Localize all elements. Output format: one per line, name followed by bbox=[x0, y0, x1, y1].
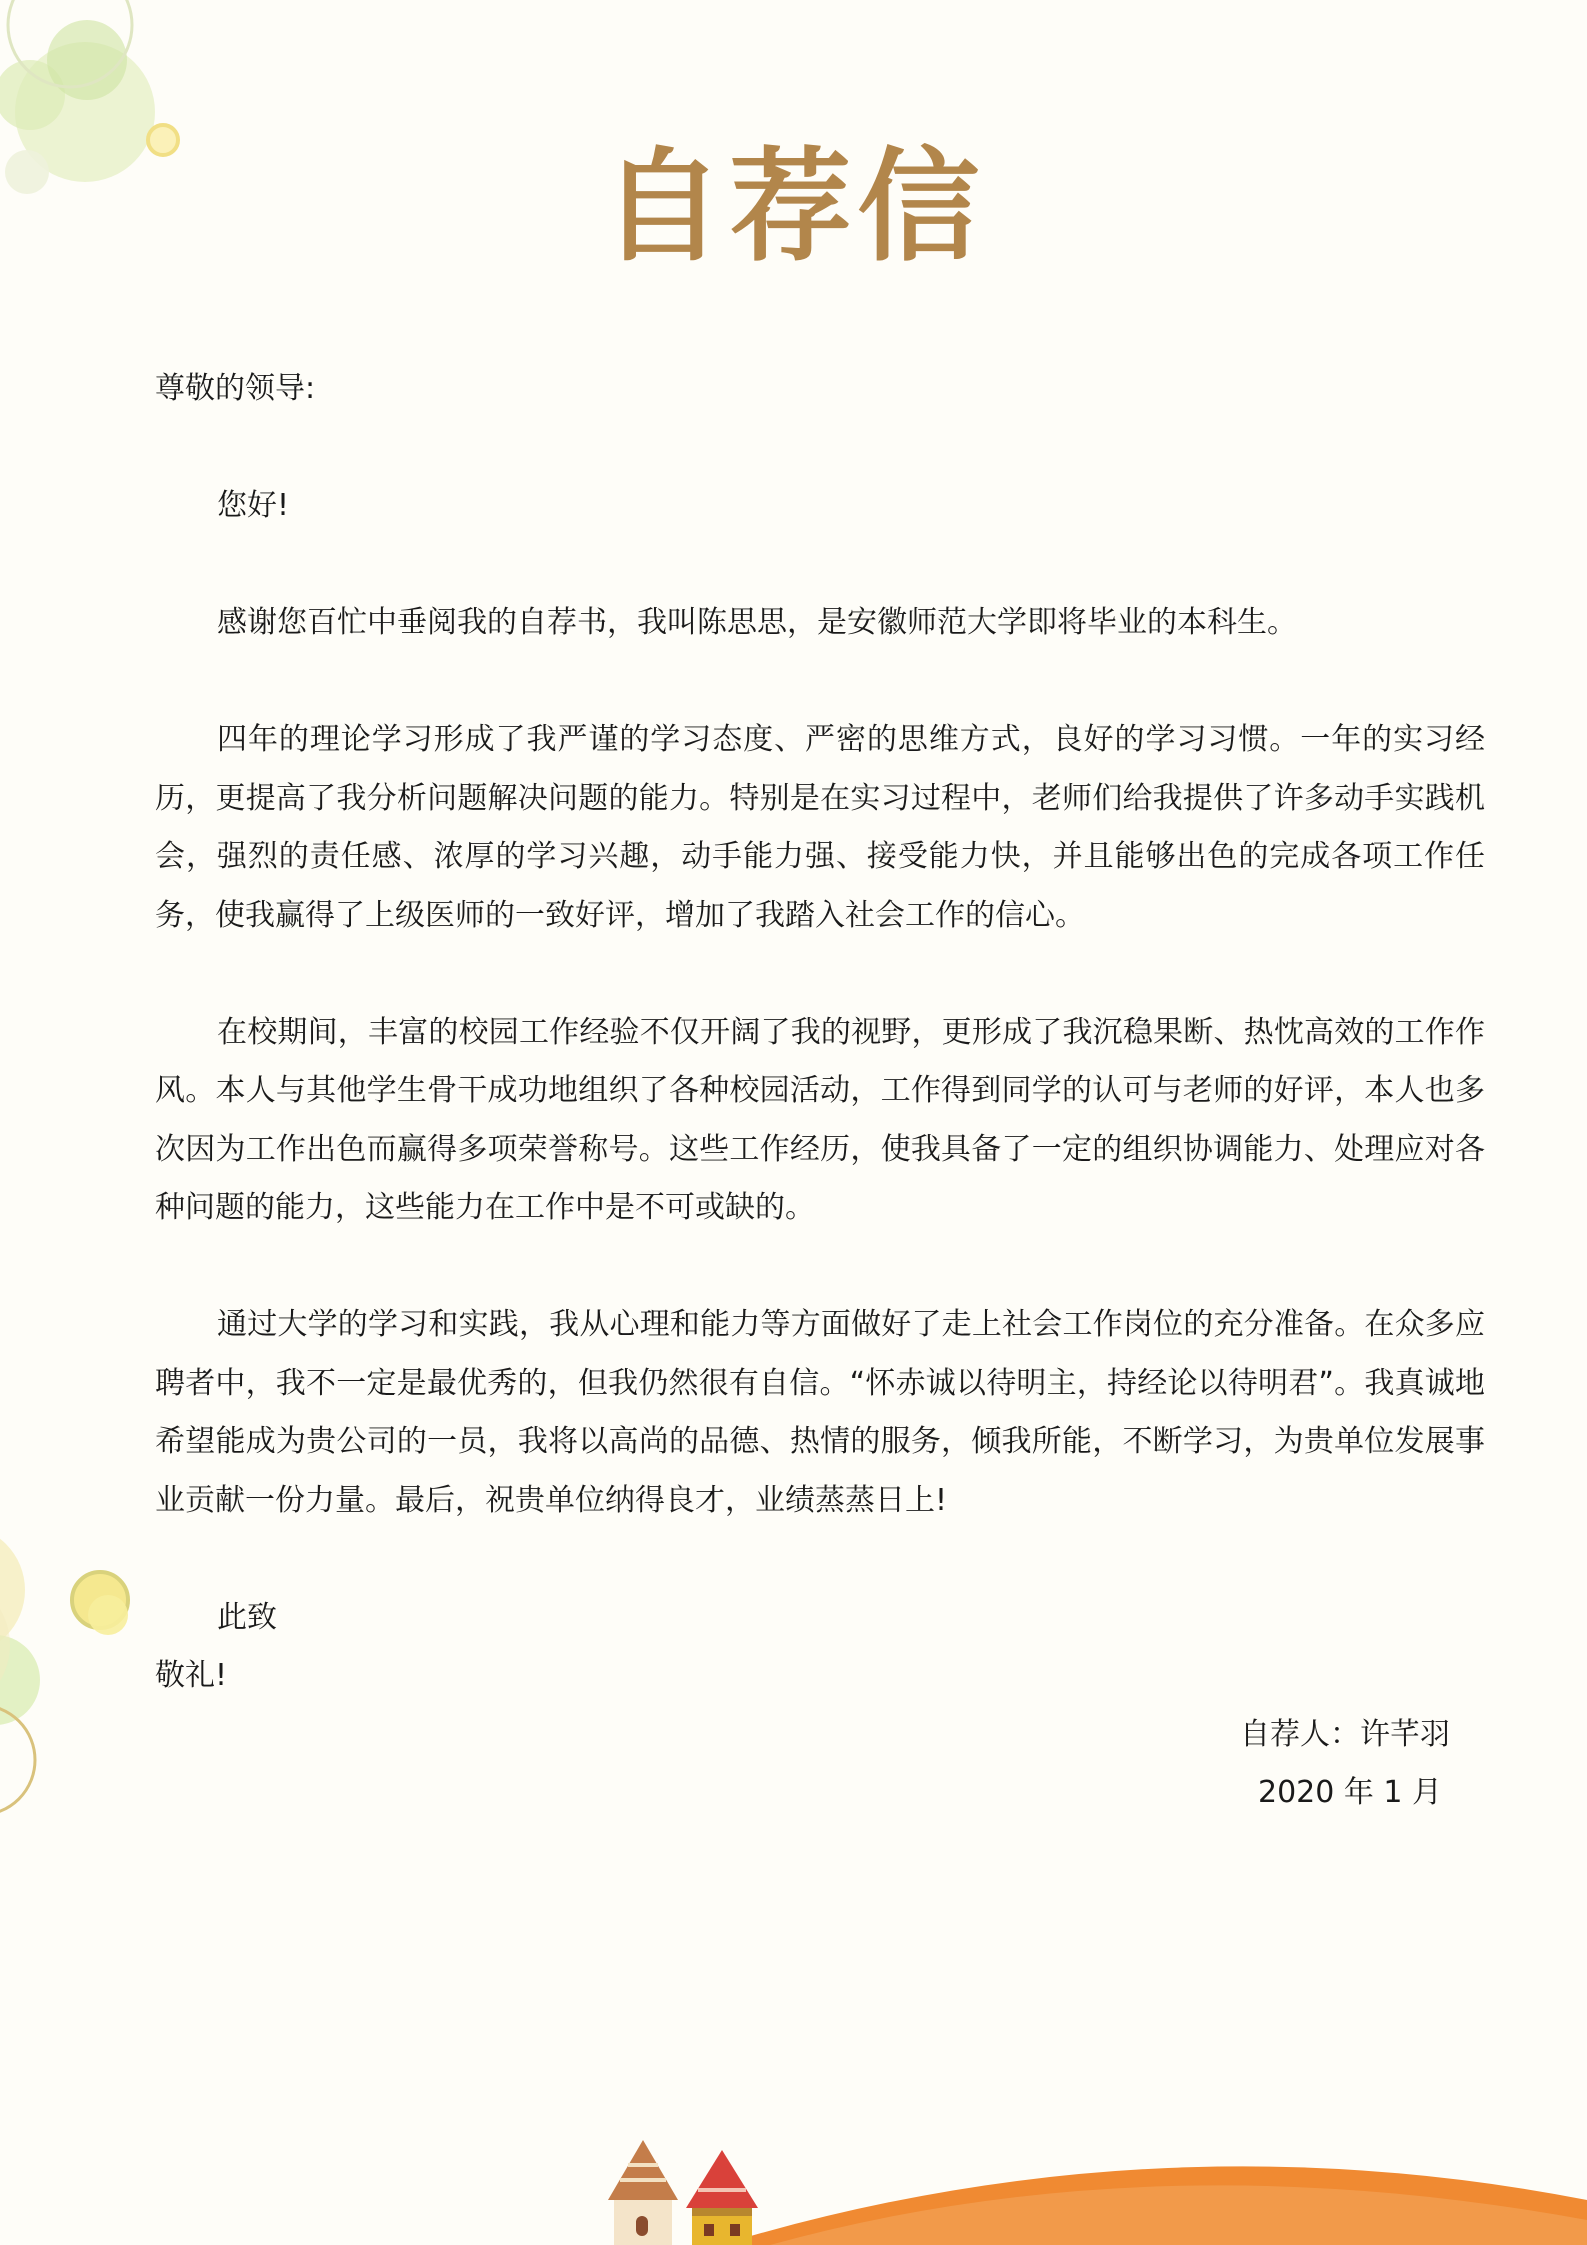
left-bubbles-decoration bbox=[0, 1530, 150, 1850]
closing-line-1: 此致 bbox=[217, 1599, 277, 1635]
house-icon bbox=[608, 2140, 678, 2245]
paragraph-3: 在校期间，丰富的校园工作经验不仅开阔了我的视野，更形成了我沉稳果断、热忱高效的工作作风。本人与其他学生骨干成功地组织了各种校园活动，工作得到同学的认可与老师的好评，本人也多次因为工作出色而赢得多项荣誉称号。这些工作经历，使我具备了一定的组织协调能力、处理应对各种问题的能力，这些能力在工作中是不可或缺的。 bbox=[155, 1014, 1485, 1225]
bottom-hill-houses-decoration bbox=[0, 2120, 1587, 2245]
paragraph-4: 通过大学的学习和实践，我从心理和能力等方面做好了走上社会工作岗位的充分准备。在众多应聘者中，我不一定是最优秀的，但我仍然很有自信。“怀赤诚以待明主，持经论以待明君”。我真诚地希望能成为贵公司的一员，我将以高尚的品德、热情的服务，倾我所能，不断学习，为贵单位发展事业贡献一份力量。最后，祝贵单位纳得良才，业绩蒸蒸日上! bbox=[155, 1307, 1485, 1518]
greeting: 您好! bbox=[217, 488, 290, 523]
date: 2020 年 1 月 bbox=[1258, 1775, 1443, 1810]
signature: 自荐人：许芊羽 bbox=[1240, 1717, 1450, 1752]
salutation: 尊敬的领导: bbox=[155, 371, 316, 406]
house-icon bbox=[686, 2150, 758, 2245]
letter-body bbox=[155, 360, 1485, 1706]
paragraph-1: 感谢您百忙中垂阅我的自荐书，我叫陈思思，是安徽师范大学即将毕业的本科生。 bbox=[217, 605, 1297, 640]
closing-line-2: 敬礼! bbox=[155, 1658, 228, 1693]
paragraph-2: 四年的理论学习形成了我严谨的学习态度、严密的思维方式，良好的学习习惯。一年的实习经历，更提高了我分析问题解决问题的能力。特别是在实习过程中，老师们给我提供了许多动手实践机会，强烈的责任感、浓厚的学习兴趣，动手能力强、接受能力快，并且能够出色的完成各项工作任务，使我赢得了上级医师的一致好评，增加了我踏入社会工作的信心。 bbox=[155, 722, 1485, 933]
page-title: 自荐信 bbox=[601, 136, 986, 278]
